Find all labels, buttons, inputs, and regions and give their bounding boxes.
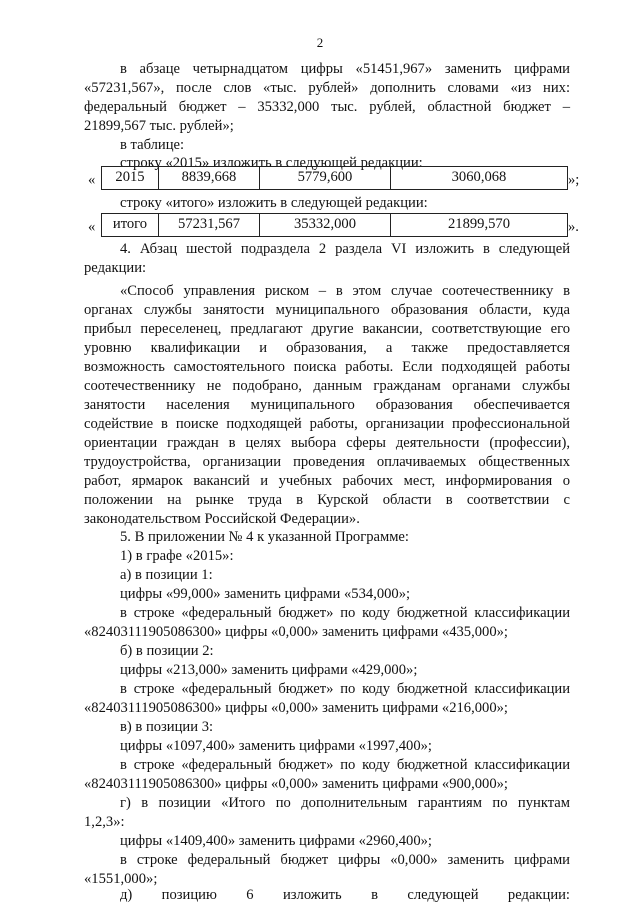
b-line-1: цифры «213,000» заменить цифрами «429,000»; [120,662,418,678]
a-line-2a: в строке «федеральный бюджет» по коду бюджетной классификации [120,605,570,621]
v-position: в) в позиции 3: [120,719,214,735]
g-position-a: г) в позиции «Итого по дополнительным гарантиям по пунктам [120,795,570,811]
quote-line-10: трудоустройства, организации проведения оплачиваемых общественных [84,454,570,470]
b-line-2b: «82403111905086300» цифры «0,000» заменить цифрами «216,000»; [84,700,508,716]
quote-line-9: ориентации граждан в целях выбора сферы деятельности (профессии), [84,435,570,451]
quote-line-11: работ, ярмарок вакансий и учебных рабочих мест, информирования о [84,473,570,489]
table-row [102,214,568,237]
v-line-1: цифры «1097,400» заменить цифрами «1997,400»; [120,738,432,754]
table-total [101,213,568,237]
table-cell-total: 57231,567 [159,214,260,237]
page-number: 2 [316,35,324,50]
table-cell-federal: 5779,600 [260,167,391,190]
b-line-2a: в строке «федеральный бюджет» по коду бюджетной классификации [120,681,570,697]
item4-line-1: 4. Абзац шестой подраздела 2 раздела VI изложить в следующей [120,241,570,257]
b-position: б) в позиции 2: [120,643,214,659]
d-line: д) позицию 6 изложить в следующей редакции: [120,887,570,903]
sub1-line: 1) в графе «2015»: [120,548,234,564]
table-2015-open-quote: « [88,172,96,188]
quote-line-5: возможность самостоятельного поиска работы. Если подходящей работы [84,359,570,375]
item4-line-2: редакции: [84,260,147,276]
g-line-2a: в строке федеральный бюджет цифры «0,000» заменить цифрами [120,852,570,868]
table-2015-close-quote: »; [568,172,580,188]
table-cell-year: 2015 [102,167,159,190]
in-table-text: в таблице: [120,137,185,153]
a-line-1: цифры «99,000» заменить цифрами «534,000»; [120,586,411,602]
para1-line-2: «57231,567», после слов «тыс. рублей» дополнить словами «из них: [84,80,570,96]
quote-line-3: прибыл переселенец, предлагают другие вакансии, соответствующие его [84,321,570,337]
para1-line-3: федеральный бюджет – 35332,000 тыс. рублей, областной бюджет – [84,99,570,115]
table-2015 [101,166,568,190]
table-cell-federal: 35332,000 [260,214,391,237]
para1-line-4: 21899,567 тыс. рублей»; [84,118,234,134]
a-position: а) в позиции 1: [120,567,213,583]
table-total-open-quote: « [88,219,96,235]
g-position-b: 1,2,3»: [84,814,125,830]
table-total-close-quote: ». [568,219,579,235]
quote-line-13: законодательством Российской Федерации». [84,511,360,527]
g-line-2b: «1551,000»; [84,871,158,887]
v-line-2b: «82403111905086300» цифры «0,000» заменить цифрами «900,000»; [84,776,508,792]
table-row [102,167,568,190]
quote-line-6: соотечественнику не подобрано, данным гражданам органами службы [84,378,570,394]
table-cell-label: итого [102,214,159,237]
v-line-2a: в строке «федеральный бюджет» по коду бюджетной классификации [120,757,570,773]
table-cell-regional: 3060,068 [391,167,568,190]
g-line-1: цифры «1409,400» заменить цифрами «2960,400»; [120,833,432,849]
quote-line-12: положении на рынке труда в Курской области в соответствии с [84,492,570,508]
quote-line-4: уровню квалификации и образования, а также предоставляется [84,340,570,356]
quote-line-7: занятости населения муниципального образования обеспечивается [84,397,570,413]
quote-line-2: органах службы занятости муниципального образования области, куда [84,302,570,318]
row-2015-intro: строку «2015» изложить в следующей редакции: [120,155,423,171]
para1-line-1: в абзаце четырнадцатом цифры «51451,967» заменить цифрами [120,61,570,77]
item5-line: 5. В приложении № 4 к указанной Программе: [120,529,409,545]
row-total-intro: строку «итого» изложить в следующей редакции: [120,195,428,211]
table-cell-total: 8839,668 [159,167,260,190]
quote-line-8: содействие в поиске подходящей работы, организации профессиональной [84,416,570,432]
a-line-2b: «82403111905086300» цифры «0,000» заменить цифрами «435,000»; [84,624,508,640]
quote-line-1: «Способ управления риском – в этом случае соотечественнику в [120,283,570,299]
table-cell-regional: 21899,570 [391,214,568,237]
